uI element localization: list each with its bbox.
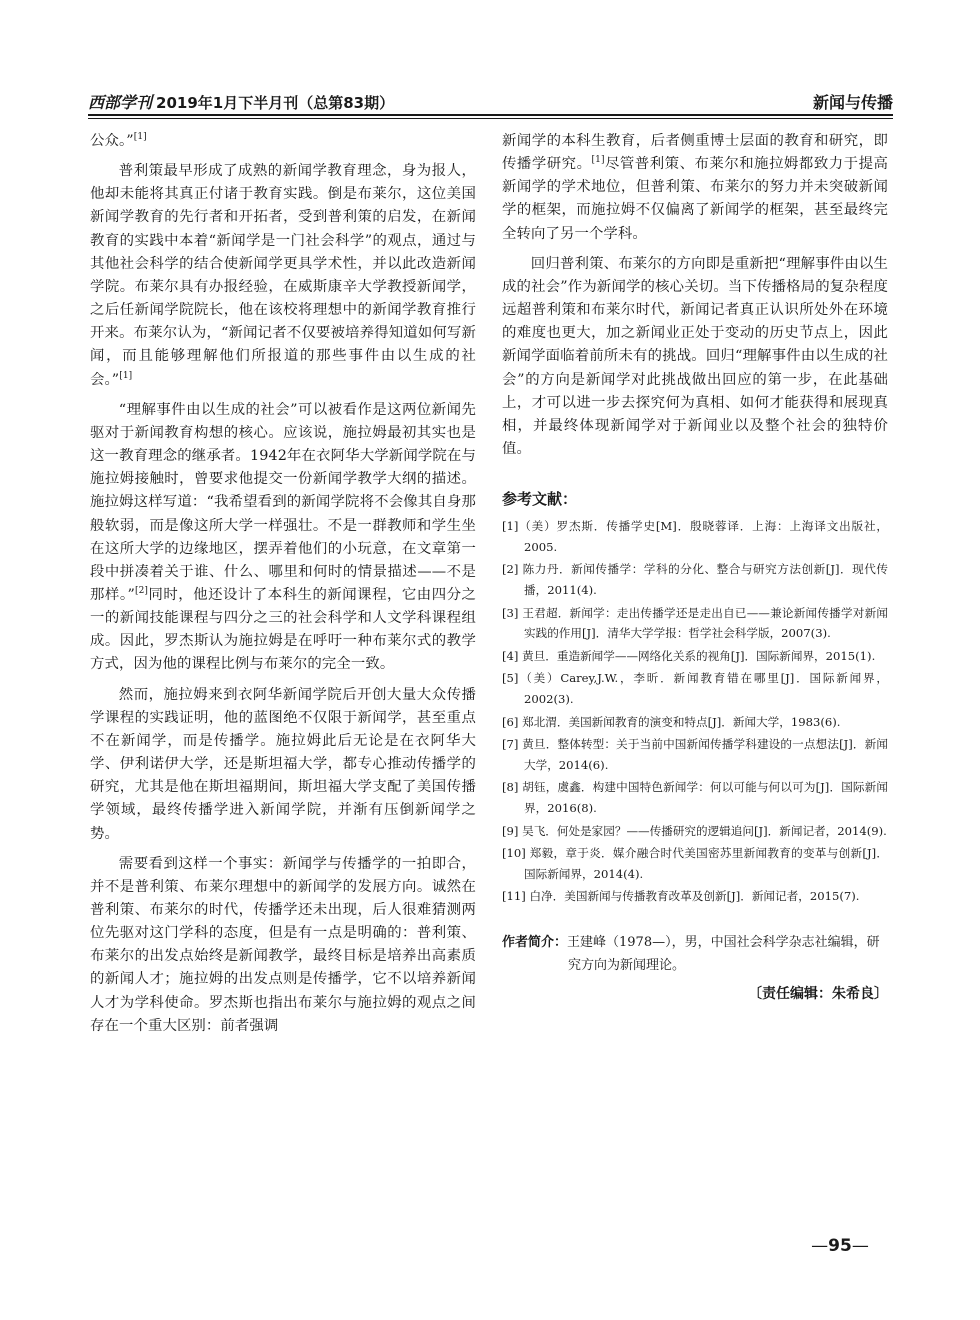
reference-item: [10] 郑毅，章于炎．媒介融合时代美国密苏里新闻教育的变革与创新[J]．国际新闻界，2014(4). — [502, 846, 888, 881]
journal-issue — [88, 90, 394, 113]
header-rule-thin — [88, 118, 893, 119]
reference-item: [3] 王君超．新闻学：走出传播学还是走出自已——兼论新闻传播学对新闻实践的作用[J]．清华大学学报：哲学社会科学版，2007(3). — [502, 605, 888, 641]
paragraph — [90, 853, 476, 1038]
paragraph-text-continued: 尽管普利策、布莱尔和施拉姆都致力于提高新闻学的学术地位，但普利策、布莱尔的努力并未突破新闻学的框架，而施拉姆不仅偏离了新闻学的框架，甚至最终完全转向了另一个学科。 — [502, 156, 889, 242]
reference-item: [7] 黄旦．整体转型：关于当前中国新闻传播学科建设的一点想法[J]．新闻大学，2014(6). — [502, 737, 888, 772]
reference-item: [11] 白净．美国新闻与传播教育改革及创新[J]．新闻记者，2015(7). — [502, 889, 860, 904]
reference-item: [4] 黄旦．重造新闻学——网络化关系的视角[J]．国际新闻界，2015(1). — [502, 648, 876, 663]
author-bio-label: 作者简介： — [502, 934, 568, 950]
paragraph-text: 回归普利策、布莱尔的方向即是重新把“理解事件由以生成的社会”作为新闻学的核心关切。当下传播格局的复杂程度远超普利策和布莱尔时代，新闻记者真正认识所处外在环境的难度也更大，加之新闻业正处于变动的历史节点上，因此新闻学面临着前所未有的挑战。回归“理解事件由以生成的社会”的方向是新闻学对此挑战做出回应的第一步，在此基础上，才可以进一步去探究何为真相、如何才能获得和展现真相，并最终体现新闻学对于新闻业以及整个社会的独特价值。 — [502, 255, 888, 458]
citation-mark: [1] — [133, 132, 147, 143]
paragraph — [90, 684, 476, 846]
paragraph-text: “理解事件由以生成的社会”可以被看作是这两位新闻先驱对于新闻教育构想的核心。应该说，施拉姆最初其实也是这一教育理念的继承者。1942年在衣阿华大学新闻学院在与施拉姆接触时，曾要求他提交一份新闻学教学大纲的描述。施拉姆这样写道：“我希望看到的新闻学院将不会像其自身那般软弱，而是像这所大学一样强壮。不是一群教师和学生坐在这所大学的边缘地区，摆弄着他们的小玩意，在文章第一段中拼凑着关于谁、什么、哪里和何时的情景描述——不是那样。” — [90, 401, 476, 603]
paragraph — [90, 130, 476, 153]
journal-name: 西部学刊 — [88, 93, 153, 112]
reference-item: [9] 吴飞．何处是家园？——传播研究的逻辑追问[J]．新闻记者，2014(9). — [502, 823, 887, 838]
author-bio-text: 王建峰（1978—），男，中国社会科学杂志社编辑，研究方向为新闻理论。 — [567, 934, 880, 973]
running-header — [88, 88, 893, 114]
header-rule-thick — [88, 114, 893, 116]
citation-mark: [2] — [134, 586, 149, 597]
paragraph-text: 新闻学的本科生教育，后者侧重博士层面的教育和研究，即传播学研究。 — [502, 133, 888, 173]
page-dash-left: — — [811, 1236, 829, 1256]
citation-mark: [1] — [591, 155, 605, 166]
left-column — [90, 130, 476, 1038]
right-body — [502, 130, 888, 461]
author-bio — [502, 931, 888, 977]
paragraph-text-continued: 同时，他还设计了本科生的新闻课程，它由四分之一的新闻技能课程与四分之三的社会科学和人文学科课程组成。因此，罗杰斯认为施拉姆是在呼吁一种布莱尔式的教学方式，因为他的课程比例与布莱尔的完全一致。 — [90, 586, 476, 673]
right-column — [502, 130, 888, 1003]
reference-item: [6] 郑北渭．美国新闻教育的演变和特点[J]．新闻大学，1983(6). — [502, 714, 841, 729]
issue-label: 2019年1月下半月刊（总第83期） — [156, 94, 395, 112]
page-dash-right: — — [851, 1236, 869, 1256]
reference-item: [1]（美）罗杰斯．传播学史[M]．殷晓蓉译．上海：上海译文出版社，2005. — [502, 519, 888, 554]
reference-item: [8] 胡钰，虞鑫．构建中国特色新闻学：何以可能与何以可为[J]．国际新闻界，2016(8). — [502, 780, 888, 815]
paragraph-text: 公众。” — [90, 133, 134, 149]
paragraph — [502, 130, 888, 246]
page-number — [790, 1236, 890, 1256]
responsible-editor: 〔责任编辑：朱希良〕 — [748, 985, 888, 1002]
paragraph-text: 然而，施拉姆来到衣阿华新闻学院后开创大量大众传播学课程的实践证明，他的蓝图绝不仅限于新闻学，甚至重点不在新闻学，而是传播学。施拉姆此后无论是在衣阿华大学、伊利诺伊大学，还是斯坦福大学，都专心推动传播学的研究，尤其是他在斯坦福期间，斯坦福大学支配了美国传播学领域，最终传播学进入新闻学院，并渐有压倒新闻学之势。 — [90, 686, 476, 842]
paragraph — [502, 253, 888, 461]
reference-item: [5]（美）Carey,J.W.，李昕．新闻教育错在哪里[J]．国际新闻界，2002(3). — [502, 671, 888, 706]
reference-item: [2] 陈力丹．新闻传播学：学科的分化、整合与研究方法创新[J]．现代传播，2011(4). — [502, 562, 888, 597]
paragraph — [90, 160, 476, 392]
references-title: 参考文献： — [502, 490, 578, 509]
paragraph-text: 普利策最早形成了成熟的新闻学教育理念，身为报人，他却未能将其真正付诸于教育实践。倒是布莱尔，这位美国新闻学教育的先行者和开拓者，受到普利策的启发，在新闻教育的实践中本着“新闻学是一门社会科学”的观点，通过与其他社会科学的结合使新闻学更具学术性，并以此改造新闻学院。布莱尔具有办报经验，在威斯康辛大学教授新闻学，之后任新闻学院院长，他在该校将理想中的新闻学教育推行开来。布莱尔认为，“新闻记者不仅要被培养得知道如何写新闻，而且能够理解他们所报道的那些事件由以生成的社会。” — [90, 163, 476, 388]
page-number-value: 95 — [828, 1236, 852, 1256]
paragraph — [90, 399, 476, 677]
section-title: 新闻与传播 — [812, 93, 893, 112]
citation-mark: [1] — [119, 370, 133, 381]
references-list — [502, 516, 888, 907]
paragraph-text: 需要看到这样一个事实：新闻学与传播学的一拍即合，并不是普利策、布莱尔理想中的新闻学的发展方向。诚然在普利策、布莱尔的时代，传播学还未出现，后人很难猜测两位先驱对这门学科的态度，但是有一点是明确的：普利策、布莱尔的出发点始终是新闻教学，最终目标是培养出高素质的新闻人才；施拉姆的出发点则是传播学，它不以培养新闻人才为学科使命。罗杰斯也指出布莱尔与施拉姆的观点之间存在一个重大区别：前者强调 — [90, 855, 476, 1034]
